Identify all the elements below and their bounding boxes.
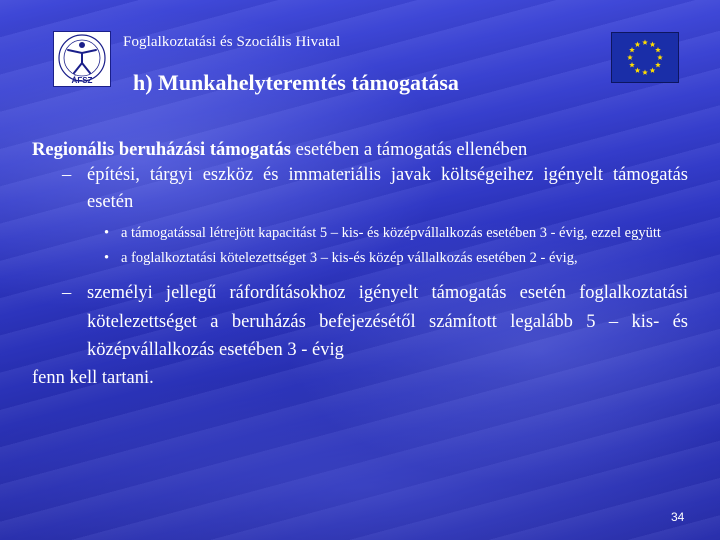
- dash-item-text: személyi jellegű ráfordításokhoz igényelt támogatás esetén foglalkoztatási kötelezettséget a beruházás befejezésétől számított legalább 5 – kis- és középvállalkozás esetében 3 - évig: [87, 283, 688, 360]
- eu-star-icon: [629, 62, 635, 67]
- eu-star-icon: [650, 67, 656, 72]
- eu-star-icon: [657, 55, 663, 60]
- bullet-item: [32, 222, 688, 244]
- intro-line: [32, 138, 688, 162]
- slide-title: h) Munkahelyteremtés támogatása: [133, 70, 459, 95]
- bullet-text: a foglalkoztatási kötelezettséget 3 – kis-és közép vállalkozás esetében 2 - évig,: [121, 250, 578, 266]
- bullet-text: a támogatással létrejött kapacitást 5 – kis- és középvállalkozás esetében 3 - évig, ezzel együtt: [121, 225, 661, 241]
- dash-marker: –: [62, 283, 72, 303]
- dash-item-text: építési, tárgyi eszköz és immateriális javak költségeihez igényelt támogatás esetén: [87, 165, 688, 212]
- page-number: 34: [671, 510, 685, 524]
- dash-item-2: [32, 279, 688, 365]
- eu-flag-icon: [611, 32, 679, 83]
- intro-bold-text: Regionális beruházási támogatás: [32, 140, 291, 160]
- logo-text: ÁFSZ: [71, 76, 93, 85]
- intro-rest-text: esetében a támogatás ellenében: [291, 140, 528, 160]
- eu-star-icon: [655, 47, 661, 52]
- eu-star-icon: [635, 67, 641, 72]
- eu-star-icon: [635, 42, 641, 47]
- eu-star-icon: [655, 62, 661, 67]
- eu-star-icon: [642, 40, 648, 45]
- eu-star-icon: [642, 70, 648, 75]
- bullet-item: [32, 247, 688, 269]
- closing-line: fenn kell tartani.: [32, 367, 154, 388]
- eu-star-icon: [627, 55, 633, 60]
- bullet-list: [32, 222, 688, 269]
- eu-star-icon: [629, 47, 635, 52]
- eu-star-icon: [650, 42, 656, 47]
- afsz-logo: [53, 31, 111, 87]
- slide-content: [32, 138, 688, 391]
- dash-item-1: [32, 162, 688, 216]
- dash-marker: –: [62, 165, 72, 185]
- organization-name: Foglalkoztatási és Szociális Hivatal: [123, 34, 341, 50]
- bullet-dot-icon: •: [104, 225, 110, 241]
- bullet-dot-icon: •: [104, 250, 110, 266]
